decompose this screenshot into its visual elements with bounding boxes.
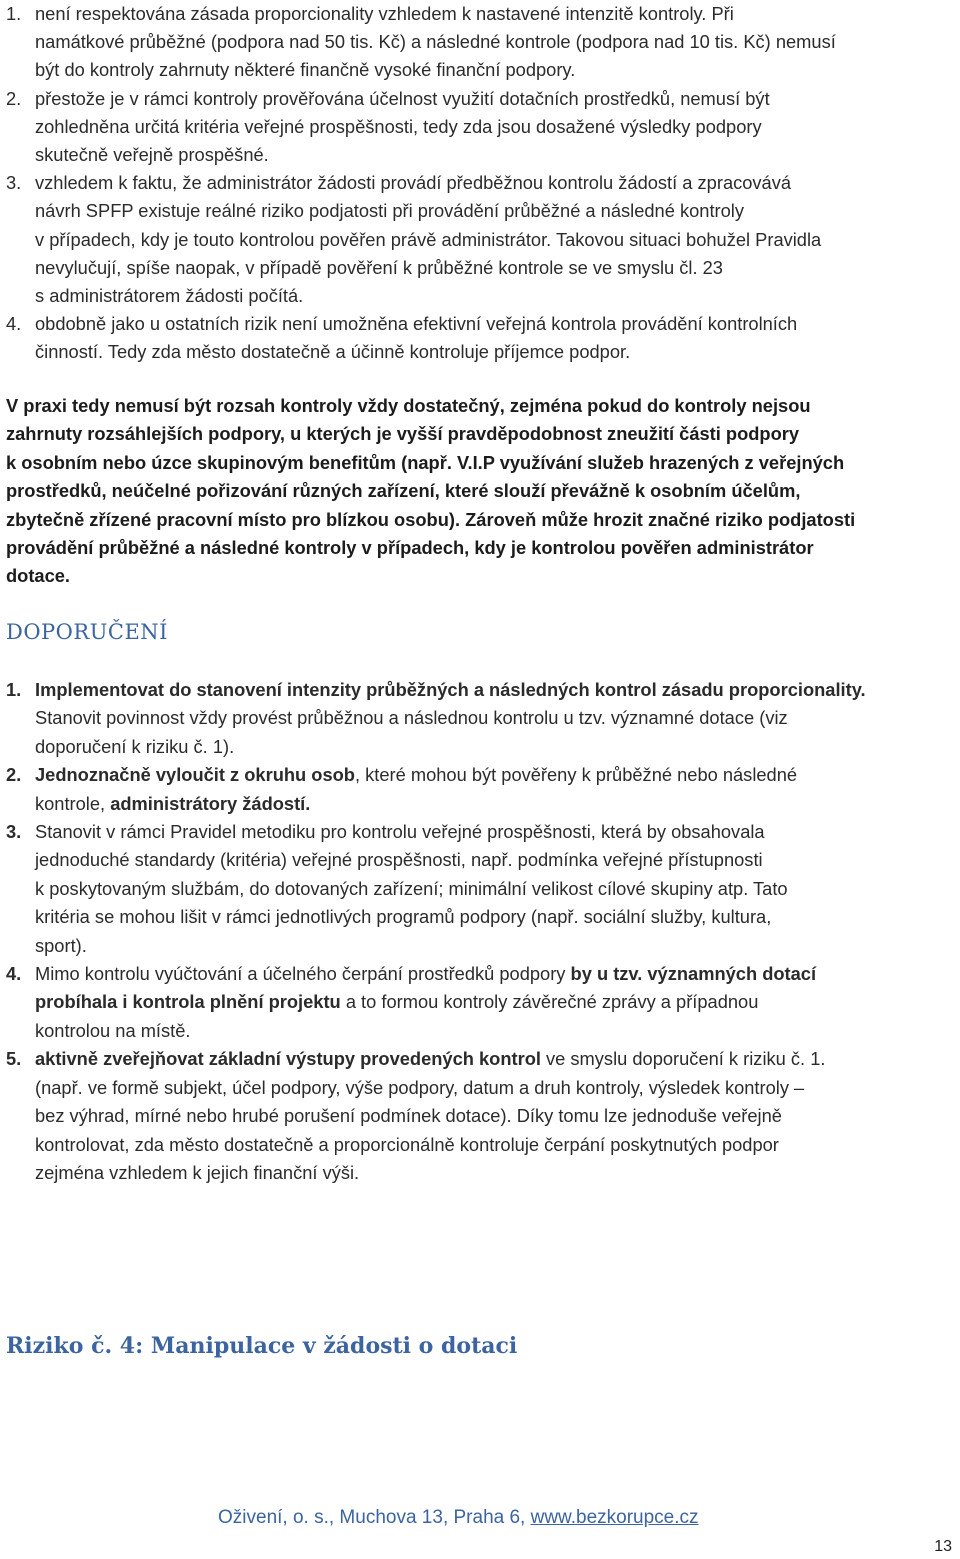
list-number: 2.	[6, 87, 22, 109]
text-line	[35, 960, 960, 988]
recommendation-item	[6, 1045, 960, 1187]
text: bez výhrad, mírné nebo hrubé porušení podmínek dotace). Díky tomu lze jednoduše veřejně	[35, 1105, 782, 1127]
text: ve smyslu doporučení k riziku č. 1.	[540, 1048, 826, 1070]
text-line: k osobním nebo úzce skupinovým benefitům (např. V.I.P využívání služeb hrazených z veřejných	[6, 451, 845, 473]
text-line	[35, 1017, 960, 1045]
text-line: namátkové průběžné (podpora nad 50 tis. Kč) a následné kontrole (podpora nad 10 tis. Kč) nemusí	[35, 31, 836, 53]
recommendation-item	[6, 761, 960, 818]
text-line: být do kontroly zahrnuty některé finančně vysoké finanční podpory.	[35, 59, 576, 81]
risk-list-item	[6, 310, 836, 366]
text: kritéria se mohou lišit v rámci jednotlivých programů podpory (např. sociální služby, kultura,	[35, 906, 772, 928]
text-line: nevylučují, spíše naopak, v případě pověření k průběžné kontrole se ve smyslu čl. 23	[35, 256, 723, 278]
text: k poskytovaným službám, do dotovaných zařízení; minimální velikost cílové skupiny atp. Tato	[35, 877, 788, 899]
list-number: 4.	[6, 963, 22, 985]
list-number: 1.	[6, 3, 22, 24]
list-number: 1.	[6, 679, 22, 700]
bold-text: aktivně zveřejňovat základní výstupy provedených kontrol	[35, 1048, 541, 1070]
recommendation-item	[6, 676, 960, 761]
list-number: 3.	[6, 172, 22, 194]
text-line	[35, 1074, 960, 1102]
text: , které mohou být pověřeny k průběžné nebo následné	[354, 764, 798, 786]
text-line: zohledněna určitá kritéria veřejné prospěšnosti, tedy zda jsou dosažené výsledky podpory	[35, 115, 762, 137]
text: zejména vzhledem k jejich finanční výši.	[35, 1161, 360, 1183]
text-line	[35, 733, 960, 761]
bold-text: Implementovat do stanovení intenzity průběžných a následných kontrol zásadu proporcionality.	[35, 679, 866, 700]
text-line: vzhledem k faktu, že administrátor žádosti provádí předběžnou kontrolu žádostí a zpracovává	[35, 172, 792, 194]
text-line	[35, 761, 960, 789]
risk-list-item	[6, 85, 836, 170]
text: kontrolou na místě.	[35, 1019, 191, 1041]
page-number: 13	[934, 1538, 952, 1555]
summary-paragraph	[6, 392, 956, 591]
text: Mimo kontrolu vyúčtování a účelného čerpání prostředků podpory	[35, 963, 571, 985]
text: (např. ve formě subjekt, účel podpory, výše podpory, datum a druh kontroly, výsledek kontroly –	[35, 1076, 805, 1098]
text: Stanovit povinnost vždy provést průběžnou a následnou kontrolu u tzv. významné dotace (viz	[35, 707, 788, 729]
text-line	[35, 790, 960, 818]
text-line: provádění průběžné a následné kontroly v případech, kdy je kontrolou pověřen administrátor	[6, 537, 814, 559]
bold-text: probíhala i kontrola plnění projektu	[35, 991, 341, 1013]
text-line	[35, 875, 960, 903]
text-line: návrh SPFP existuje reálné riziko podjatosti při provádění průběžné a následné kontroly	[35, 200, 744, 222]
bold-text: administrátory žádostí.	[110, 792, 311, 814]
text: kontrole,	[35, 792, 111, 814]
text-line	[35, 846, 960, 874]
text-line: přestože je v rámci kontroly prověřována účelnost využití dotačních prostředků, nemusí být	[35, 87, 770, 109]
text-line	[35, 932, 960, 960]
next-risk-heading: Riziko č. 4: Manipulace v žádosti o dotaci	[6, 1333, 518, 1359]
text-line	[35, 903, 960, 931]
text: kontrolovat, zda město dostatečně a proporcionálně kontroluje čerpání poskytnutých podpor	[35, 1133, 779, 1155]
recommendations-heading: DOPORUČENÍ	[6, 620, 168, 644]
text-line: V praxi tedy nemusí být rozsah kontroly vždy dostatečný, zejména pokud do kontroly nejsou	[6, 395, 811, 416]
text-line: není respektována zásada proporcionality vzhledem k nastavené intenzitě kontroly. Při	[35, 3, 734, 24]
text-line	[35, 1102, 960, 1130]
text: sport).	[35, 934, 87, 956]
recommendations-list	[6, 676, 960, 1187]
text: a to formou kontroly závěrečné zprávy a případnou	[340, 991, 759, 1013]
text: doporučení k riziku č. 1).	[35, 735, 235, 757]
text-line	[35, 818, 960, 846]
text-line: zbytečně zřízené pracovní místo pro blízkou osobu). Zároveň může hrozit značné riziko podjatosti	[6, 508, 856, 530]
text-line: zahrnuty rozsáhlejších podpory, u kterých je vyšší pravděpodobnost zneužití části podpory	[6, 423, 800, 445]
text-line: prostředků, neúčelné pořizování různých zařízení, které slouží převážně k osobním účelům,	[6, 480, 801, 502]
recommendation-item	[6, 818, 960, 960]
text-line: s administrátorem žádosti počítá.	[35, 285, 304, 307]
text-line: skutečně veřejně prospěšné.	[35, 144, 269, 166]
list-number: 4.	[6, 313, 22, 335]
list-number: 5.	[6, 1048, 22, 1070]
text-line	[35, 1131, 960, 1159]
text-line: obdobně jako u ostatních rizik není umožněna efektivní veřejná kontrola provádění kontrolních	[35, 313, 798, 335]
recommendation-item	[6, 960, 960, 1045]
text-line: v případech, kdy je touto kontrolou pověřen právě administrátor. Takovou situaci bohužel Pravidla	[35, 228, 822, 250]
risk-list-item	[6, 169, 836, 310]
bold-text: Jednoznačně vyloučit z okruhu osob	[35, 764, 355, 786]
footer-address: Oživení, o. s., Muchova 13, Praha 6,	[218, 1507, 531, 1528]
risk-list-item	[6, 0, 836, 85]
text-line	[35, 988, 960, 1016]
footer	[218, 1507, 699, 1529]
text-line: dotace.	[6, 565, 71, 587]
list-number: 2.	[6, 764, 22, 786]
bold-text: by u tzv. významných dotací	[570, 963, 817, 985]
text: Stanovit v rámci Pravidel metodiku pro kontrolu veřejné prospěšnosti, která by obsahovala	[35, 821, 765, 843]
text: jednoduché standardy (kritéria) veřejné prospěšnosti, např. podmínka veřejné přístupnosti	[35, 849, 763, 871]
footer-link[interactable]: www.bezkorupce.cz	[530, 1507, 699, 1528]
text-line	[35, 704, 960, 732]
text-line	[35, 676, 960, 704]
risks-list	[6, 0, 836, 367]
text-line	[35, 1045, 960, 1073]
text-line	[35, 1159, 960, 1187]
text-line: činností. Tedy zda město dostatečně a účinně kontroluje příjemce podpor.	[35, 341, 631, 363]
list-number: 3.	[6, 821, 22, 843]
